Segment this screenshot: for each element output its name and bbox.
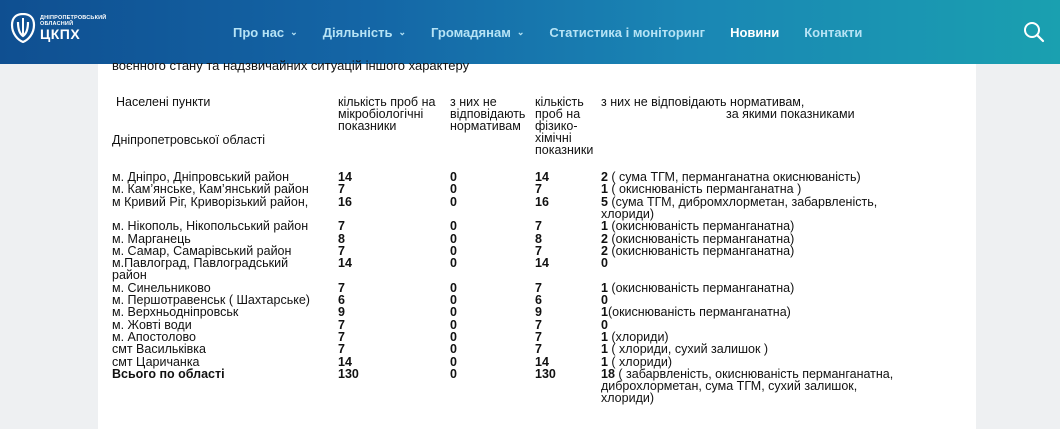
cell-indicators-text: (окиснюваність перманганатна) bbox=[607, 243, 795, 258]
nav-activity[interactable] bbox=[323, 25, 406, 40]
ua-shield-logo-icon bbox=[10, 13, 36, 43]
cell-micro-fail: 0 bbox=[450, 366, 457, 381]
article-content bbox=[98, 58, 976, 429]
header-indicators: за якими показниками bbox=[726, 107, 855, 121]
cell-micro-fail: 0 bbox=[450, 329, 457, 344]
nav-label: Про нас bbox=[233, 24, 285, 40]
cell-indicators-text: ( хлориди) bbox=[607, 354, 673, 369]
header-chem: кількість bbox=[535, 95, 584, 109]
cell-micro-count: 6 bbox=[338, 293, 345, 307]
nav-news[interactable] bbox=[730, 25, 779, 40]
cell-chem-count: 16 bbox=[535, 194, 549, 209]
cell-chem-count: 7 bbox=[535, 280, 542, 295]
cell-micro-fail: 0 bbox=[450, 342, 457, 357]
cell-indicators-text: (сума ТГМ, дибромхлорметан, забарвленість, bbox=[607, 194, 878, 209]
header-chem: хімічні bbox=[535, 131, 572, 145]
cell-indicators bbox=[601, 306, 791, 319]
cell-micro-count: 8 bbox=[338, 231, 345, 246]
header-micro: кількість проб на bbox=[338, 95, 436, 109]
header-chem: фізико- bbox=[535, 119, 578, 133]
cell-micro-fail: 0 bbox=[450, 219, 457, 234]
header-micro-fail: з них не bbox=[450, 95, 497, 109]
cell-chem-fail: 1 bbox=[601, 219, 608, 234]
cell-place: м. Жовті води bbox=[112, 317, 192, 332]
nav-label: Статистика і моніторинг bbox=[549, 24, 706, 40]
cell-micro-fail: 0 bbox=[450, 231, 457, 246]
cell-micro-fail: 0 bbox=[450, 170, 457, 184]
cell-micro-fail: 0 bbox=[450, 293, 457, 307]
cell-chem-count: 6 bbox=[535, 293, 542, 307]
cell-micro-count: 14 bbox=[338, 354, 352, 369]
cell-micro-count: 7 bbox=[338, 219, 345, 234]
cell-micro-count: 130 bbox=[338, 366, 359, 381]
cell-place: м Кривий Ріг, Криворізький район, bbox=[112, 194, 309, 209]
logo-title: ЦКПХ bbox=[40, 26, 81, 42]
cell-indicators-text: ( забарвленість, окиснюваність перманганатна, bbox=[614, 366, 894, 381]
cell-place: м. Апостолово bbox=[112, 329, 196, 344]
cell-chem-fail: 2 bbox=[601, 231, 608, 246]
nav-label: Громадянам bbox=[431, 24, 511, 40]
cell-micro-fail: 0 bbox=[450, 243, 457, 258]
main-nav bbox=[233, 0, 887, 64]
cell-chem-fail: 1 bbox=[601, 182, 608, 197]
cell-chem-count: 14 bbox=[535, 170, 549, 184]
cell-chem-count: 14 bbox=[535, 256, 549, 271]
cell-micro-count: 7 bbox=[338, 329, 345, 344]
cell-micro-fail: 0 bbox=[450, 280, 457, 295]
cell-micro-count: 14 bbox=[338, 256, 352, 271]
cell-place: смт Васильківка bbox=[112, 342, 206, 357]
intro-text-cut: воєнного стану та надзвичайних ситуацій іншого характеру bbox=[112, 58, 470, 73]
header-places: Населені пункти bbox=[116, 95, 211, 109]
nav-label: Діяльність bbox=[322, 24, 393, 40]
header-indicators: з них не відповідають нормативам, bbox=[601, 95, 805, 109]
cell-chem-count: 9 bbox=[535, 305, 542, 320]
cell-chem-count: 7 bbox=[535, 329, 542, 344]
nav-about[interactable] bbox=[233, 25, 298, 40]
cell-chem-fail: 1 bbox=[601, 305, 608, 320]
nav-label: Новини bbox=[730, 24, 780, 40]
site-header bbox=[0, 0, 1060, 64]
cell-indicators-text: ( сума ТГМ, перманганатна окиснюваність) bbox=[607, 170, 861, 184]
header-places-region: Дніпропетровської області bbox=[112, 133, 266, 147]
cell-place: м. Синельниково bbox=[112, 280, 211, 295]
header-chem: показники bbox=[535, 143, 594, 157]
cell-chem-fail: 2 bbox=[601, 170, 608, 184]
cell-micro-count: 7 bbox=[338, 280, 345, 295]
cell-place: м. Кам’янське, Кам’янський район bbox=[112, 182, 309, 197]
cell-indicators-text: (окиснюваність перманганатна) bbox=[607, 280, 795, 295]
nav-contacts[interactable] bbox=[804, 25, 862, 40]
cell-indicators-text: (окиснюваність перманганатна) bbox=[607, 305, 791, 320]
cell-chem-fail: 1 bbox=[601, 280, 608, 295]
cell-place: район bbox=[112, 268, 147, 283]
chevron-down-icon: ⌄ bbox=[290, 26, 298, 37]
cell-chem-fail: 0 bbox=[601, 317, 608, 332]
logo-text bbox=[40, 15, 110, 41]
cell-chem-count: 7 bbox=[535, 342, 542, 357]
cell-chem-count: 7 bbox=[535, 182, 542, 197]
cell-indicators-text: (окиснюваність перманганатна) bbox=[607, 219, 795, 234]
chevron-down-icon: ⌄ bbox=[516, 26, 525, 37]
cell-place: м. Верхньодніпровськ bbox=[112, 305, 239, 320]
cell-chem-count: 7 bbox=[535, 317, 542, 332]
cell-chem-count: 7 bbox=[535, 243, 542, 258]
cell-chem-fail: 1 bbox=[601, 329, 608, 344]
cell-indicators-text: (хлориди) bbox=[607, 329, 669, 344]
cell-micro-count: 7 bbox=[338, 342, 345, 357]
cell-place: Всього по області bbox=[112, 366, 225, 381]
cell-chem-fail: 18 bbox=[601, 366, 615, 381]
header-micro-fail: нормативам bbox=[450, 119, 521, 133]
header-micro: показники bbox=[338, 119, 397, 133]
cell-chem-count: 130 bbox=[535, 366, 556, 381]
logo-subtitle: ДНІПРОПЕТРОВСЬКИЙ ОБЛАСНИЙ bbox=[40, 15, 107, 27]
cell-indicators-text: диброхлорметан, сума ТГМ, сухий залишок, bbox=[601, 379, 858, 394]
cell-indicators-text: (окиснюваність перманганатна) bbox=[607, 231, 795, 246]
cell-micro-count: 9 bbox=[338, 305, 345, 320]
cell-micro-fail: 0 bbox=[450, 194, 457, 209]
cell-indicators bbox=[601, 282, 794, 295]
cell-place: м. Дніпро, Дніпровський район bbox=[112, 170, 290, 184]
cell-micro-count: 7 bbox=[338, 243, 345, 258]
chevron-down-icon: ⌄ bbox=[398, 26, 407, 37]
cell-indicators-text: хлориди) bbox=[601, 206, 655, 221]
cell-chem-fail: 1 bbox=[601, 354, 608, 369]
cell-place: м. Нікополь, Нікопольський район bbox=[112, 219, 309, 234]
cell-micro-fail: 0 bbox=[450, 317, 457, 332]
cell-indicators bbox=[601, 245, 794, 258]
cell-place: м. Марганець bbox=[112, 231, 191, 246]
cell-micro-count: 7 bbox=[338, 317, 345, 332]
nav-statistics[interactable] bbox=[549, 25, 705, 40]
cell-chem-count: 7 bbox=[535, 219, 542, 234]
header-chem: проб на bbox=[535, 107, 581, 121]
cell-micro-count: 16 bbox=[338, 194, 352, 209]
cell-place: м.Павлоград, Павлоградський bbox=[112, 256, 289, 271]
header-micro-fail: відповідають bbox=[450, 107, 526, 121]
nav-citizens[interactable] bbox=[431, 25, 524, 40]
cell-indicators-text: ( окиснюваність перманганатна ) bbox=[607, 182, 802, 197]
search-icon[interactable] bbox=[1022, 20, 1046, 44]
cell-micro-fail: 0 bbox=[450, 256, 457, 271]
cell-chem-fail: 1 bbox=[601, 342, 608, 357]
cell-micro-count: 7 bbox=[338, 182, 345, 197]
cell-chem-fail: 0 bbox=[601, 293, 608, 307]
nav-label: Контакти bbox=[804, 24, 863, 40]
cell-micro-fail: 0 bbox=[450, 305, 457, 320]
cell-micro-fail: 0 bbox=[450, 182, 457, 197]
cell-chem-fail: 2 bbox=[601, 243, 608, 258]
cell-place: м. Самар, Самарівський район bbox=[112, 243, 292, 258]
cell-chem-count: 14 bbox=[535, 354, 549, 369]
cell-indicators bbox=[601, 257, 608, 270]
site-logo[interactable] bbox=[10, 13, 110, 43]
cell-chem-fail: 5 bbox=[601, 194, 608, 209]
cell-micro-count: 14 bbox=[338, 170, 352, 184]
cell-place: м. Першотравенськ ( Шахтарське) bbox=[112, 293, 310, 307]
cell-chem-fail: 0 bbox=[601, 256, 608, 271]
header-micro: мікробіологічні bbox=[338, 107, 424, 121]
cell-micro-fail: 0 bbox=[450, 354, 457, 369]
cell-indicators-text: хлориди) bbox=[601, 391, 655, 406]
cell-chem-count: 8 bbox=[535, 231, 542, 246]
cell-indicators-text: ( хлориди, сухий залишок ) bbox=[607, 342, 769, 357]
cell-place: смт Царичанка bbox=[112, 354, 200, 369]
